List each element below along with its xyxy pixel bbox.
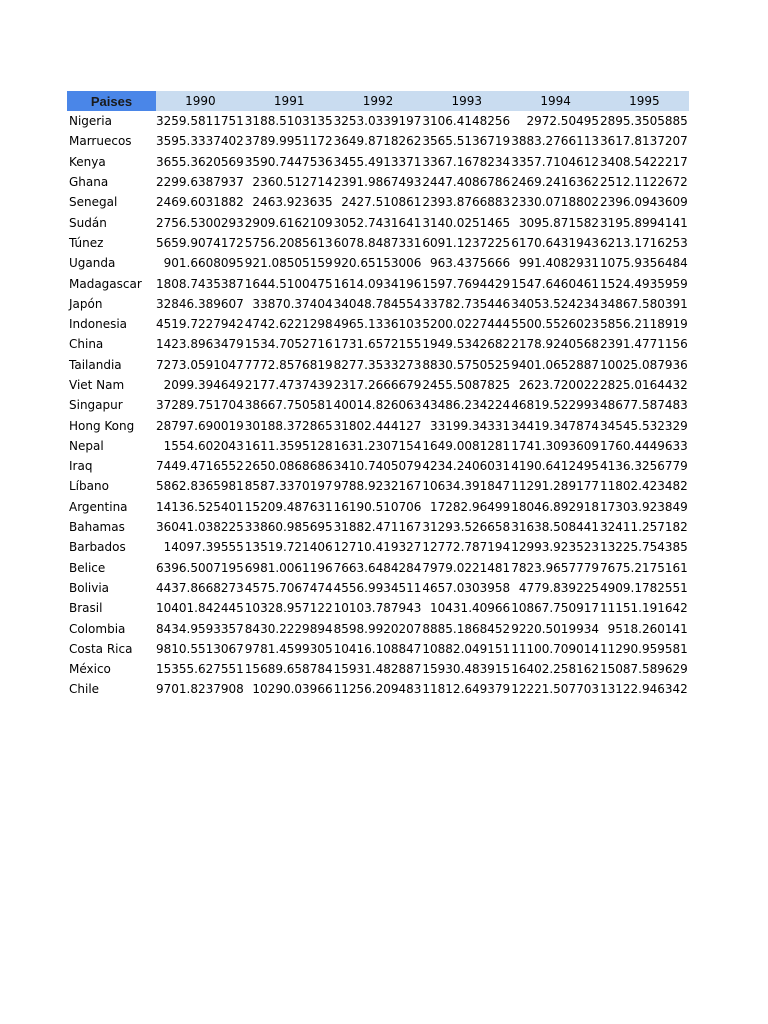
value-cell[interactable]: 4437.8668273 bbox=[156, 580, 244, 595]
value-cell[interactable]: 2623.720022 bbox=[518, 378, 599, 392]
country-cell[interactable]: Marruecos bbox=[69, 134, 132, 149]
value-cell[interactable]: 3259.5811751 bbox=[156, 114, 244, 129]
value-cell[interactable]: 46819.522993 bbox=[511, 398, 599, 413]
value-cell[interactable]: 2299.6387937 bbox=[156, 175, 244, 190]
value-cell[interactable]: 2360.512714 bbox=[252, 175, 333, 190]
table-row bbox=[67, 558, 689, 578]
value-cell[interactable]: 2396.0943609 bbox=[599, 195, 688, 210]
country-cell[interactable]: Madagascar bbox=[69, 276, 142, 291]
country-cell[interactable]: Bolivia bbox=[69, 580, 110, 595]
country-cell[interactable]: Japón bbox=[69, 296, 103, 311]
value-cell[interactable]: 13519.721406 bbox=[244, 540, 333, 555]
value-cell[interactable]: 9810.5513067 bbox=[156, 641, 244, 656]
value-cell[interactable]: 3140.0251465 bbox=[422, 215, 511, 230]
value-cell[interactable]: 2178.9240568 bbox=[511, 337, 599, 352]
value-cell[interactable]: 963.4375666 bbox=[430, 256, 511, 271]
value-cell[interactable]: 1611.3595128 bbox=[244, 438, 333, 453]
value-cell[interactable]: 17282.96499 bbox=[430, 499, 511, 514]
value-cell[interactable]: 13225.754385 bbox=[599, 540, 688, 555]
table-row bbox=[67, 375, 689, 395]
value-cell[interactable]: 9220.5019934 bbox=[511, 621, 599, 636]
value-cell[interactable]: 28797.690019 bbox=[156, 418, 244, 433]
value-cell[interactable]: 1075.9356484 bbox=[599, 256, 688, 271]
country-cell[interactable]: Argentina bbox=[69, 499, 128, 514]
value-cell[interactable]: 10882.049151 bbox=[422, 641, 511, 656]
value-cell[interactable]: 11812.649379 bbox=[422, 682, 511, 697]
value-cell[interactable]: 3617.8137207 bbox=[599, 134, 688, 149]
value-cell[interactable]: 15931.482887 bbox=[333, 662, 422, 677]
value-cell[interactable]: 6396.5007195 bbox=[156, 560, 244, 575]
value-cell[interactable]: 2512.1122672 bbox=[599, 175, 688, 190]
table-row bbox=[67, 273, 689, 293]
value-cell[interactable]: 17303.923849 bbox=[599, 499, 688, 514]
value-cell[interactable]: 2909.6162109 bbox=[244, 215, 333, 230]
value-cell[interactable]: 9401.0652887 bbox=[511, 357, 599, 372]
value-cell[interactable]: 37289.751704 bbox=[156, 398, 244, 413]
header-year[interactable]: 1995 bbox=[600, 91, 689, 111]
value-cell[interactable]: 11802.423482 bbox=[599, 479, 688, 494]
value-cell[interactable]: 2330.0718802 bbox=[511, 195, 599, 210]
table-row bbox=[67, 436, 689, 456]
value-cell[interactable]: 8830.5750525 bbox=[422, 357, 511, 372]
table-row bbox=[67, 618, 689, 638]
value-cell[interactable]: 3455.4913371 bbox=[333, 154, 422, 169]
table-row bbox=[67, 598, 689, 618]
value-cell[interactable]: 10328.957122 bbox=[244, 601, 333, 616]
header-row bbox=[67, 91, 689, 111]
value-cell[interactable]: 3595.3337402 bbox=[156, 134, 244, 149]
table-row bbox=[67, 456, 689, 476]
value-cell[interactable]: 15209.487631 bbox=[244, 499, 333, 514]
value-cell[interactable]: 5200.0227444 bbox=[422, 317, 511, 332]
country-cell[interactable]: Brasil bbox=[69, 601, 103, 616]
value-cell[interactable]: 2756.5300293 bbox=[156, 215, 244, 230]
value-cell[interactable]: 3253.0339197 bbox=[333, 114, 422, 129]
value-cell[interactable]: 13122.946342 bbox=[599, 682, 688, 697]
country-cell[interactable]: Nepal bbox=[69, 438, 104, 453]
value-cell[interactable]: 40014.826063 bbox=[333, 398, 422, 413]
table-row bbox=[67, 395, 689, 415]
value-cell[interactable]: 10431.40966 bbox=[430, 601, 511, 616]
value-cell[interactable]: 7675.2175161 bbox=[599, 560, 688, 575]
country-cell[interactable]: Belice bbox=[69, 560, 106, 575]
value-cell[interactable]: 2447.4086786 bbox=[422, 175, 511, 190]
value-cell[interactable]: 6091.1237225 bbox=[422, 235, 511, 250]
value-cell[interactable]: 1644.5100475 bbox=[244, 276, 333, 291]
value-cell[interactable]: 3649.8718262 bbox=[333, 134, 422, 149]
country-cell[interactable]: Senegal bbox=[69, 195, 118, 210]
header-year[interactable]: 1991 bbox=[245, 91, 334, 111]
value-cell[interactable]: 15930.483915 bbox=[422, 662, 511, 677]
value-cell[interactable]: 920.65153006 bbox=[333, 256, 422, 271]
value-cell[interactable]: 18046.892918 bbox=[511, 499, 599, 514]
value-cell[interactable]: 12772.787194 bbox=[422, 540, 511, 555]
value-cell[interactable]: 11256.209483 bbox=[333, 682, 422, 697]
value-cell[interactable]: 4965.1336103 bbox=[333, 317, 422, 332]
value-cell[interactable]: 31638.508441 bbox=[511, 520, 599, 535]
value-cell[interactable]: 33199.34331 bbox=[430, 418, 511, 433]
value-cell[interactable]: 10634.391847 bbox=[422, 479, 511, 494]
value-cell[interactable]: 3188.5103135 bbox=[244, 114, 333, 129]
value-cell[interactable]: 4556.9934511 bbox=[333, 580, 422, 595]
country-cell[interactable]: Kenya bbox=[69, 154, 106, 169]
value-cell[interactable]: 14097.39555 bbox=[163, 540, 244, 555]
value-cell[interactable]: 2391.9867493 bbox=[333, 175, 422, 190]
value-cell[interactable]: 9788.9232167 bbox=[333, 479, 422, 494]
value-cell[interactable]: 991.4082931 bbox=[518, 256, 599, 271]
value-cell[interactable]: 8434.9593357 bbox=[156, 621, 244, 636]
table-row bbox=[67, 355, 689, 375]
country-cell[interactable]: Singapur bbox=[69, 398, 123, 413]
table-row bbox=[67, 639, 689, 659]
value-cell[interactable]: 10025.087936 bbox=[599, 357, 688, 372]
country-cell[interactable]: Indonesia bbox=[69, 317, 128, 332]
value-cell[interactable]: 15689.658784 bbox=[244, 662, 333, 677]
value-cell[interactable]: 3106.4148256 bbox=[422, 114, 511, 129]
value-cell[interactable]: 31293.526658 bbox=[422, 520, 511, 535]
value-cell[interactable]: 1741.3093609 bbox=[511, 438, 599, 453]
value-cell[interactable]: 8430.2229894 bbox=[244, 621, 333, 636]
country-cell[interactable]: Costa Rica bbox=[69, 641, 133, 656]
value-cell[interactable]: 2317.2666679 bbox=[333, 378, 422, 392]
value-cell[interactable]: 31802.444127 bbox=[333, 418, 422, 433]
table-row bbox=[67, 131, 689, 151]
table-row bbox=[67, 659, 689, 679]
value-cell[interactable]: 6170.6431943 bbox=[511, 235, 599, 250]
value-cell[interactable]: 8598.9920207 bbox=[333, 621, 422, 636]
value-cell[interactable]: 921.08505159 bbox=[244, 256, 333, 271]
value-cell[interactable]: 2469.6031882 bbox=[156, 195, 244, 210]
value-cell[interactable]: 1534.7052716 bbox=[244, 337, 333, 352]
value-cell[interactable]: 2391.4771156 bbox=[599, 337, 688, 352]
country-cell[interactable]: Sudán bbox=[69, 215, 107, 230]
table-row bbox=[67, 253, 689, 273]
value-cell[interactable]: 38667.750581 bbox=[244, 398, 333, 413]
table-row bbox=[67, 152, 689, 172]
table-row bbox=[67, 294, 689, 314]
value-cell[interactable]: 5500.5526023 bbox=[511, 317, 599, 332]
table-row bbox=[67, 578, 689, 598]
value-cell[interactable]: 34419.347874 bbox=[511, 418, 599, 433]
value-cell[interactable]: 3357.7104612 bbox=[511, 154, 599, 169]
header-year[interactable]: 1994 bbox=[511, 91, 600, 111]
value-cell[interactable]: 4779.839225 bbox=[518, 580, 599, 595]
value-cell[interactable]: 2177.4737439 bbox=[244, 378, 333, 392]
value-cell[interactable]: 1554.602043 bbox=[163, 438, 244, 453]
value-cell[interactable]: 9518.260141 bbox=[607, 621, 688, 636]
value-cell[interactable]: 1423.8963479 bbox=[156, 337, 244, 352]
value-cell[interactable]: 5659.9074172 bbox=[156, 235, 244, 250]
country-cell[interactable]: Tailandia bbox=[69, 357, 122, 372]
table-row bbox=[67, 497, 689, 517]
value-cell[interactable]: 11100.709014 bbox=[511, 641, 599, 656]
value-cell[interactable]: 16190.510706 bbox=[333, 499, 422, 514]
value-cell[interactable]: 5856.2118919 bbox=[599, 317, 688, 332]
value-cell[interactable]: 9701.8237908 bbox=[156, 682, 244, 697]
value-cell[interactable]: 2469.2416362 bbox=[511, 175, 599, 190]
value-cell[interactable]: 3095.871582 bbox=[518, 215, 599, 230]
header-paises[interactable]: Paises bbox=[67, 91, 156, 111]
value-cell[interactable]: 3789.9951172 bbox=[244, 134, 333, 149]
table-row bbox=[67, 334, 689, 354]
value-cell[interactable]: 3195.8994141 bbox=[599, 215, 688, 230]
value-cell[interactable]: 3883.2766113 bbox=[511, 134, 599, 149]
country-cell[interactable]: Iraq bbox=[69, 459, 93, 474]
value-cell[interactable]: 1731.6572155 bbox=[333, 337, 422, 352]
country-cell[interactable]: Ghana bbox=[69, 175, 109, 190]
value-cell[interactable]: 12993.923523 bbox=[511, 540, 599, 555]
value-cell[interactable]: 34867.580391 bbox=[599, 296, 688, 311]
value-cell[interactable]: 6078.8487331 bbox=[333, 235, 422, 250]
value-cell[interactable]: 16402.258162 bbox=[511, 662, 599, 677]
table-row bbox=[67, 679, 689, 699]
value-cell[interactable]: 10416.108847 bbox=[333, 641, 422, 656]
value-cell[interactable]: 3408.5422217 bbox=[599, 154, 688, 169]
value-cell[interactable]: 32411.257182 bbox=[599, 520, 688, 535]
value-cell[interactable]: 11151.191642 bbox=[599, 601, 688, 616]
country-cell[interactable]: Túnez bbox=[69, 235, 104, 250]
value-cell[interactable]: 2455.5087825 bbox=[422, 378, 511, 392]
value-cell[interactable]: 36041.038225 bbox=[156, 520, 244, 535]
value-cell[interactable]: 34048.784554 bbox=[333, 296, 422, 311]
value-cell[interactable]: 1631.2307154 bbox=[333, 438, 422, 453]
value-cell[interactable]: 6213.1716253 bbox=[599, 235, 688, 250]
value-cell[interactable]: 15087.589629 bbox=[599, 662, 688, 677]
value-cell[interactable]: 7772.8576819 bbox=[244, 357, 333, 372]
value-cell[interactable]: 11291.289177 bbox=[511, 479, 599, 494]
table-row bbox=[67, 415, 689, 435]
value-cell[interactable]: 6981.0061196 bbox=[244, 560, 333, 575]
country-cell[interactable]: Uganda bbox=[69, 256, 116, 271]
value-cell[interactable]: 5862.8365981 bbox=[156, 479, 244, 494]
value-cell[interactable]: 12710.419327 bbox=[333, 540, 422, 555]
country-cell[interactable]: Líbano bbox=[69, 479, 109, 494]
value-cell[interactable]: 34545.532329 bbox=[599, 418, 688, 433]
country-cell[interactable]: Viet Nam bbox=[69, 378, 125, 392]
value-cell[interactable]: 1760.4449633 bbox=[599, 438, 688, 453]
value-cell[interactable]: 2895.3505885 bbox=[599, 114, 688, 129]
value-cell[interactable]: 12221.507703 bbox=[511, 682, 599, 697]
value-cell[interactable]: 3590.7447536 bbox=[244, 154, 333, 169]
value-cell[interactable]: 1597.7694429 bbox=[422, 276, 511, 291]
value-cell[interactable]: 8885.1868452 bbox=[422, 621, 511, 636]
value-cell[interactable]: 1949.5342682 bbox=[422, 337, 511, 352]
header-year[interactable]: 1990 bbox=[156, 91, 245, 111]
value-cell[interactable]: 2427.510861 bbox=[341, 195, 422, 210]
header-year[interactable]: 1993 bbox=[422, 91, 511, 111]
header-year[interactable]: 1992 bbox=[334, 91, 423, 111]
value-cell[interactable]: 31882.471167 bbox=[333, 520, 422, 535]
value-cell[interactable]: 33860.985695 bbox=[244, 520, 333, 535]
value-cell[interactable]: 4136.3256779 bbox=[599, 459, 688, 474]
value-cell[interactable]: 2650.0868686 bbox=[244, 459, 333, 474]
table-row bbox=[67, 172, 689, 192]
value-cell[interactable]: 5756.2085613 bbox=[244, 235, 333, 250]
value-cell[interactable]: 10103.787943 bbox=[333, 601, 422, 616]
table-row bbox=[67, 111, 689, 131]
country-cell[interactable]: México bbox=[69, 662, 111, 677]
country-cell[interactable]: Chile bbox=[69, 682, 100, 697]
value-cell[interactable]: 32846.389607 bbox=[156, 296, 244, 311]
table-row bbox=[67, 517, 689, 537]
value-cell[interactable]: 10290.03966 bbox=[252, 682, 333, 697]
value-cell[interactable]: 4742.6221298 bbox=[244, 317, 333, 332]
value-cell[interactable]: 2463.923635 bbox=[252, 195, 333, 210]
value-cell[interactable]: 7823.9657779 bbox=[511, 560, 599, 575]
value-cell[interactable]: 30188.372865 bbox=[244, 418, 333, 433]
value-cell[interactable]: 14136.525401 bbox=[156, 499, 244, 514]
value-cell[interactable]: 2393.8766883 bbox=[422, 195, 511, 210]
table-row bbox=[67, 537, 689, 557]
country-cell[interactable]: China bbox=[69, 337, 104, 352]
value-cell[interactable]: 8277.3533273 bbox=[333, 357, 422, 372]
country-cell[interactable]: Barbados bbox=[69, 540, 126, 555]
value-cell[interactable]: 7663.6484284 bbox=[333, 560, 422, 575]
value-cell[interactable]: 48677.587483 bbox=[599, 398, 688, 413]
country-cell[interactable]: Nigeria bbox=[69, 114, 112, 129]
country-cell[interactable]: Colombia bbox=[69, 621, 126, 636]
value-cell[interactable]: 3052.7431641 bbox=[333, 215, 422, 230]
value-cell[interactable]: 1649.0081281 bbox=[422, 438, 511, 453]
country-cell[interactable]: Hong Kong bbox=[69, 418, 135, 433]
table-row bbox=[67, 212, 689, 232]
value-cell[interactable]: 1808.7435387 bbox=[156, 276, 244, 291]
value-cell[interactable]: 4234.2406031 bbox=[422, 459, 511, 474]
table-row bbox=[67, 476, 689, 496]
table-row bbox=[67, 192, 689, 212]
value-cell[interactable]: 2099.394649 bbox=[163, 378, 244, 392]
value-cell[interactable]: 4519.7227942 bbox=[156, 317, 244, 332]
value-cell[interactable]: 1547.6460461 bbox=[511, 276, 599, 291]
value-cell[interactable]: 33782.735446 bbox=[422, 296, 511, 311]
value-cell[interactable]: 7449.4716552 bbox=[156, 459, 244, 474]
value-cell[interactable]: 33870.37404 bbox=[252, 296, 333, 311]
value-cell[interactable]: 10867.750917 bbox=[511, 601, 599, 616]
value-cell[interactable]: 7273.0591047 bbox=[156, 357, 244, 372]
value-cell[interactable]: 34053.524234 bbox=[511, 296, 599, 311]
value-cell[interactable]: 8587.3370197 bbox=[244, 479, 333, 494]
gdp-table bbox=[67, 91, 689, 700]
value-cell[interactable]: 11290.959581 bbox=[599, 641, 688, 656]
value-cell[interactable]: 4190.6412495 bbox=[511, 459, 599, 474]
value-cell[interactable]: 4909.1782551 bbox=[599, 580, 688, 595]
table-row bbox=[67, 314, 689, 334]
value-cell[interactable]: 3410.7405079 bbox=[333, 459, 422, 474]
value-cell[interactable]: 7979.0221481 bbox=[422, 560, 511, 575]
value-cell[interactable]: 4657.0303958 bbox=[422, 580, 511, 595]
value-cell[interactable]: 4575.7067474 bbox=[244, 580, 333, 595]
value-cell[interactable]: 3565.5136719 bbox=[422, 134, 511, 149]
value-cell[interactable]: 1524.4935959 bbox=[599, 276, 688, 291]
table-row bbox=[67, 233, 689, 253]
value-cell[interactable]: 15355.627551 bbox=[156, 662, 244, 677]
value-cell[interactable]: 43486.234224 bbox=[422, 398, 511, 413]
value-cell[interactable]: 10401.842445 bbox=[156, 601, 244, 616]
value-cell[interactable]: 2972.50495 bbox=[526, 114, 599, 129]
value-cell[interactable]: 3367.1678234 bbox=[422, 154, 511, 169]
country-cell[interactable]: Bahamas bbox=[69, 520, 125, 535]
value-cell[interactable]: 2825.0164432 bbox=[599, 378, 688, 392]
value-cell[interactable]: 9781.4599305 bbox=[244, 641, 333, 656]
value-cell[interactable]: 1614.0934196 bbox=[333, 276, 422, 291]
value-cell[interactable]: 3655.3620569 bbox=[156, 154, 244, 169]
value-cell[interactable]: 901.6608095 bbox=[163, 256, 244, 271]
